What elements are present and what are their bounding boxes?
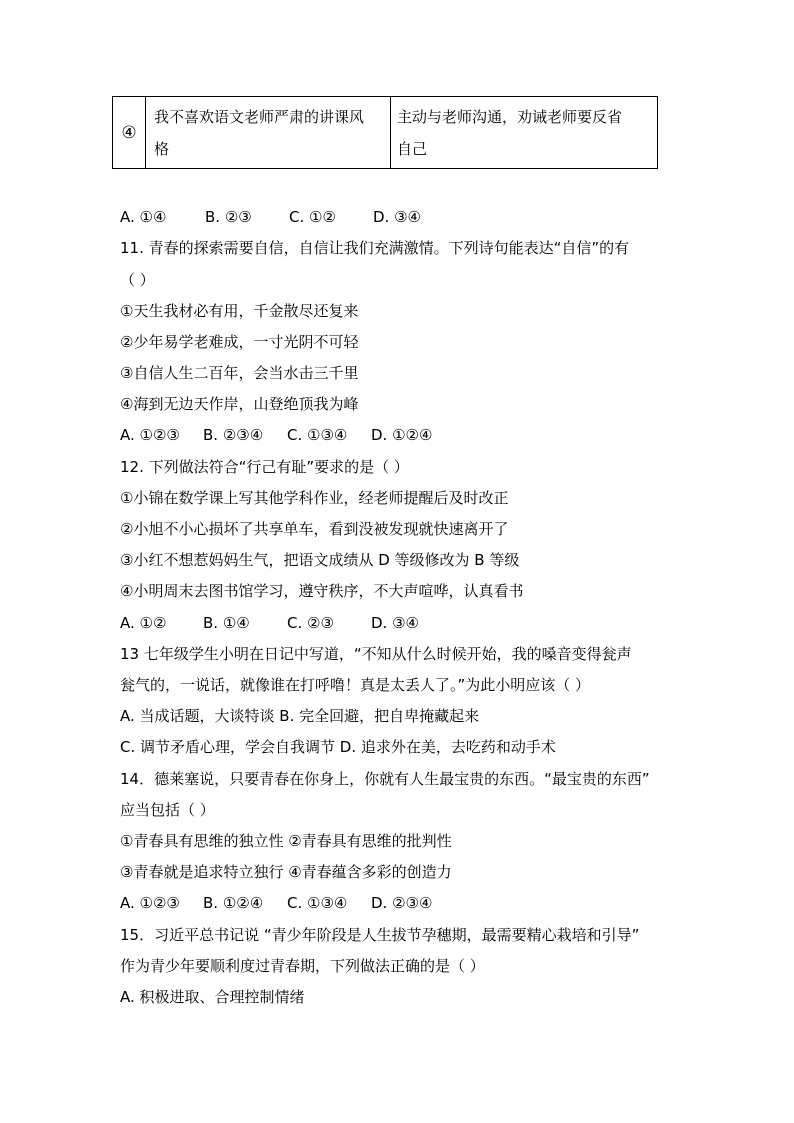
q11-options [120,425,432,445]
q12-option-b: B. ①④ [203,614,250,632]
response-cell [391,97,658,169]
q14-stem-line-1: 14．德莱塞说，只要青春在你身上，你就有人生最宝贵的东西。“最宝贵的东西” [120,770,650,788]
q12-option-c: C. ②③ [287,614,334,632]
q10-option-a: A. ①④ [120,208,167,226]
row-number: ④ [113,97,146,169]
q11-item-4: ④海到无边天作岸，山登绝顶我为峰 [120,395,359,413]
q11-item-3: ③自信人生二百年，会当水击三千里 [120,364,359,382]
q14-items-line-1: ①青春具有思维的独立性 ②青春具有思维的批判性 [120,832,452,850]
q11-option-a: A. ①②③ [120,426,180,444]
q11-option-d: D. ①②④ [371,426,433,444]
q11-option-c: C. ①③④ [287,426,348,444]
q15-stem-line-2: 作为青少年要顺利度过青春期，下列做法正确的是（ ） [120,957,485,975]
q14-option-a: A. ①②③ [120,894,180,912]
situation-line-1: 我不喜欢语文老师严肃的讲课风 [154,107,365,126]
q14-items-line-2: ③青春就是追求特立独行 ④青春蕴含多彩的创造力 [120,863,452,881]
answer-table [112,96,658,169]
situation-line-2: 格 [154,139,170,158]
q10-option-c: C. ①② [289,208,336,226]
q12-option-a: A. ①② [120,614,167,632]
response-line-1: 主动与老师沟通，劝诫老师要反省 [397,107,623,126]
q15-stem-line-1: 15．习近平总书记说 “青少年阶段是人生拔节孕穗期，最需要精心栽培和引导” [120,926,640,944]
q13-options-line-1: A. 当成话题，大谈特谈 B. 完全回避，把自卑掩藏起来 [120,707,480,725]
response-line-2: 自己 [397,139,428,158]
q10-options [120,207,421,227]
situation-cell [146,97,391,169]
q12-item-1: ①小锦在数学课上写其他学科作业，经老师提醒后及时改正 [120,489,509,507]
q11-stem-line-2: （ ） [120,271,155,289]
q12-item-4: ④小明周末去图书馆学习，遵守秩序，不大声喧哗，认真看书 [120,582,524,600]
q11-item-1: ①天生我材必有用，千金散尽还复来 [120,302,359,320]
q15-option-a: A. 积极进取、合理控制情绪 [120,988,305,1006]
q13-stem-line-1: 13 七年级学生小明在日记中写道，“不知从什么时候开始，我的嗓音变得瓮声 [120,645,632,663]
q13-stem-line-2: 瓮气的，一说话，就像谁在打呼噜！真是太丢人了。”为此小明应该（ ） [120,676,591,694]
q10-option-d: D. ③④ [373,208,421,226]
q12-item-2: ②小旭不小心损坏了共享单车，看到没被发现就快速离开了 [120,520,509,538]
q14-option-d: D. ②③④ [371,894,433,912]
q12-item-3: ③小红不想惹妈妈生气，把语文成绩从 D 等级修改为 B 等级 [120,551,520,569]
q13-options-line-2: C. 调节矛盾心理，学会自我调节 D. 追求外在美，去吃药和动手术 [120,738,556,756]
q12-stem: 12. 下列做法符合“行己有耻”要求的是（ ） [120,458,409,476]
q12-options [120,613,419,633]
q14-option-c: C. ①③④ [287,894,348,912]
q14-stem-line-2: 应当包括（ ） [120,801,215,819]
q11-option-b: B. ②③④ [203,426,264,444]
q11-stem-line-1: 11. 青春的探索需要自信，自信让我们充满激情。下列诗句能表达“自信”的有 [120,239,630,257]
q14-options [120,893,432,913]
q10-option-b: B. ②③ [205,208,252,226]
q12-option-d: D. ③④ [371,614,419,632]
table-row [113,97,658,169]
q14-option-b: B. ①②④ [203,894,264,912]
q11-item-2: ②少年易学老难成，一寸光阴不可轻 [120,333,359,351]
